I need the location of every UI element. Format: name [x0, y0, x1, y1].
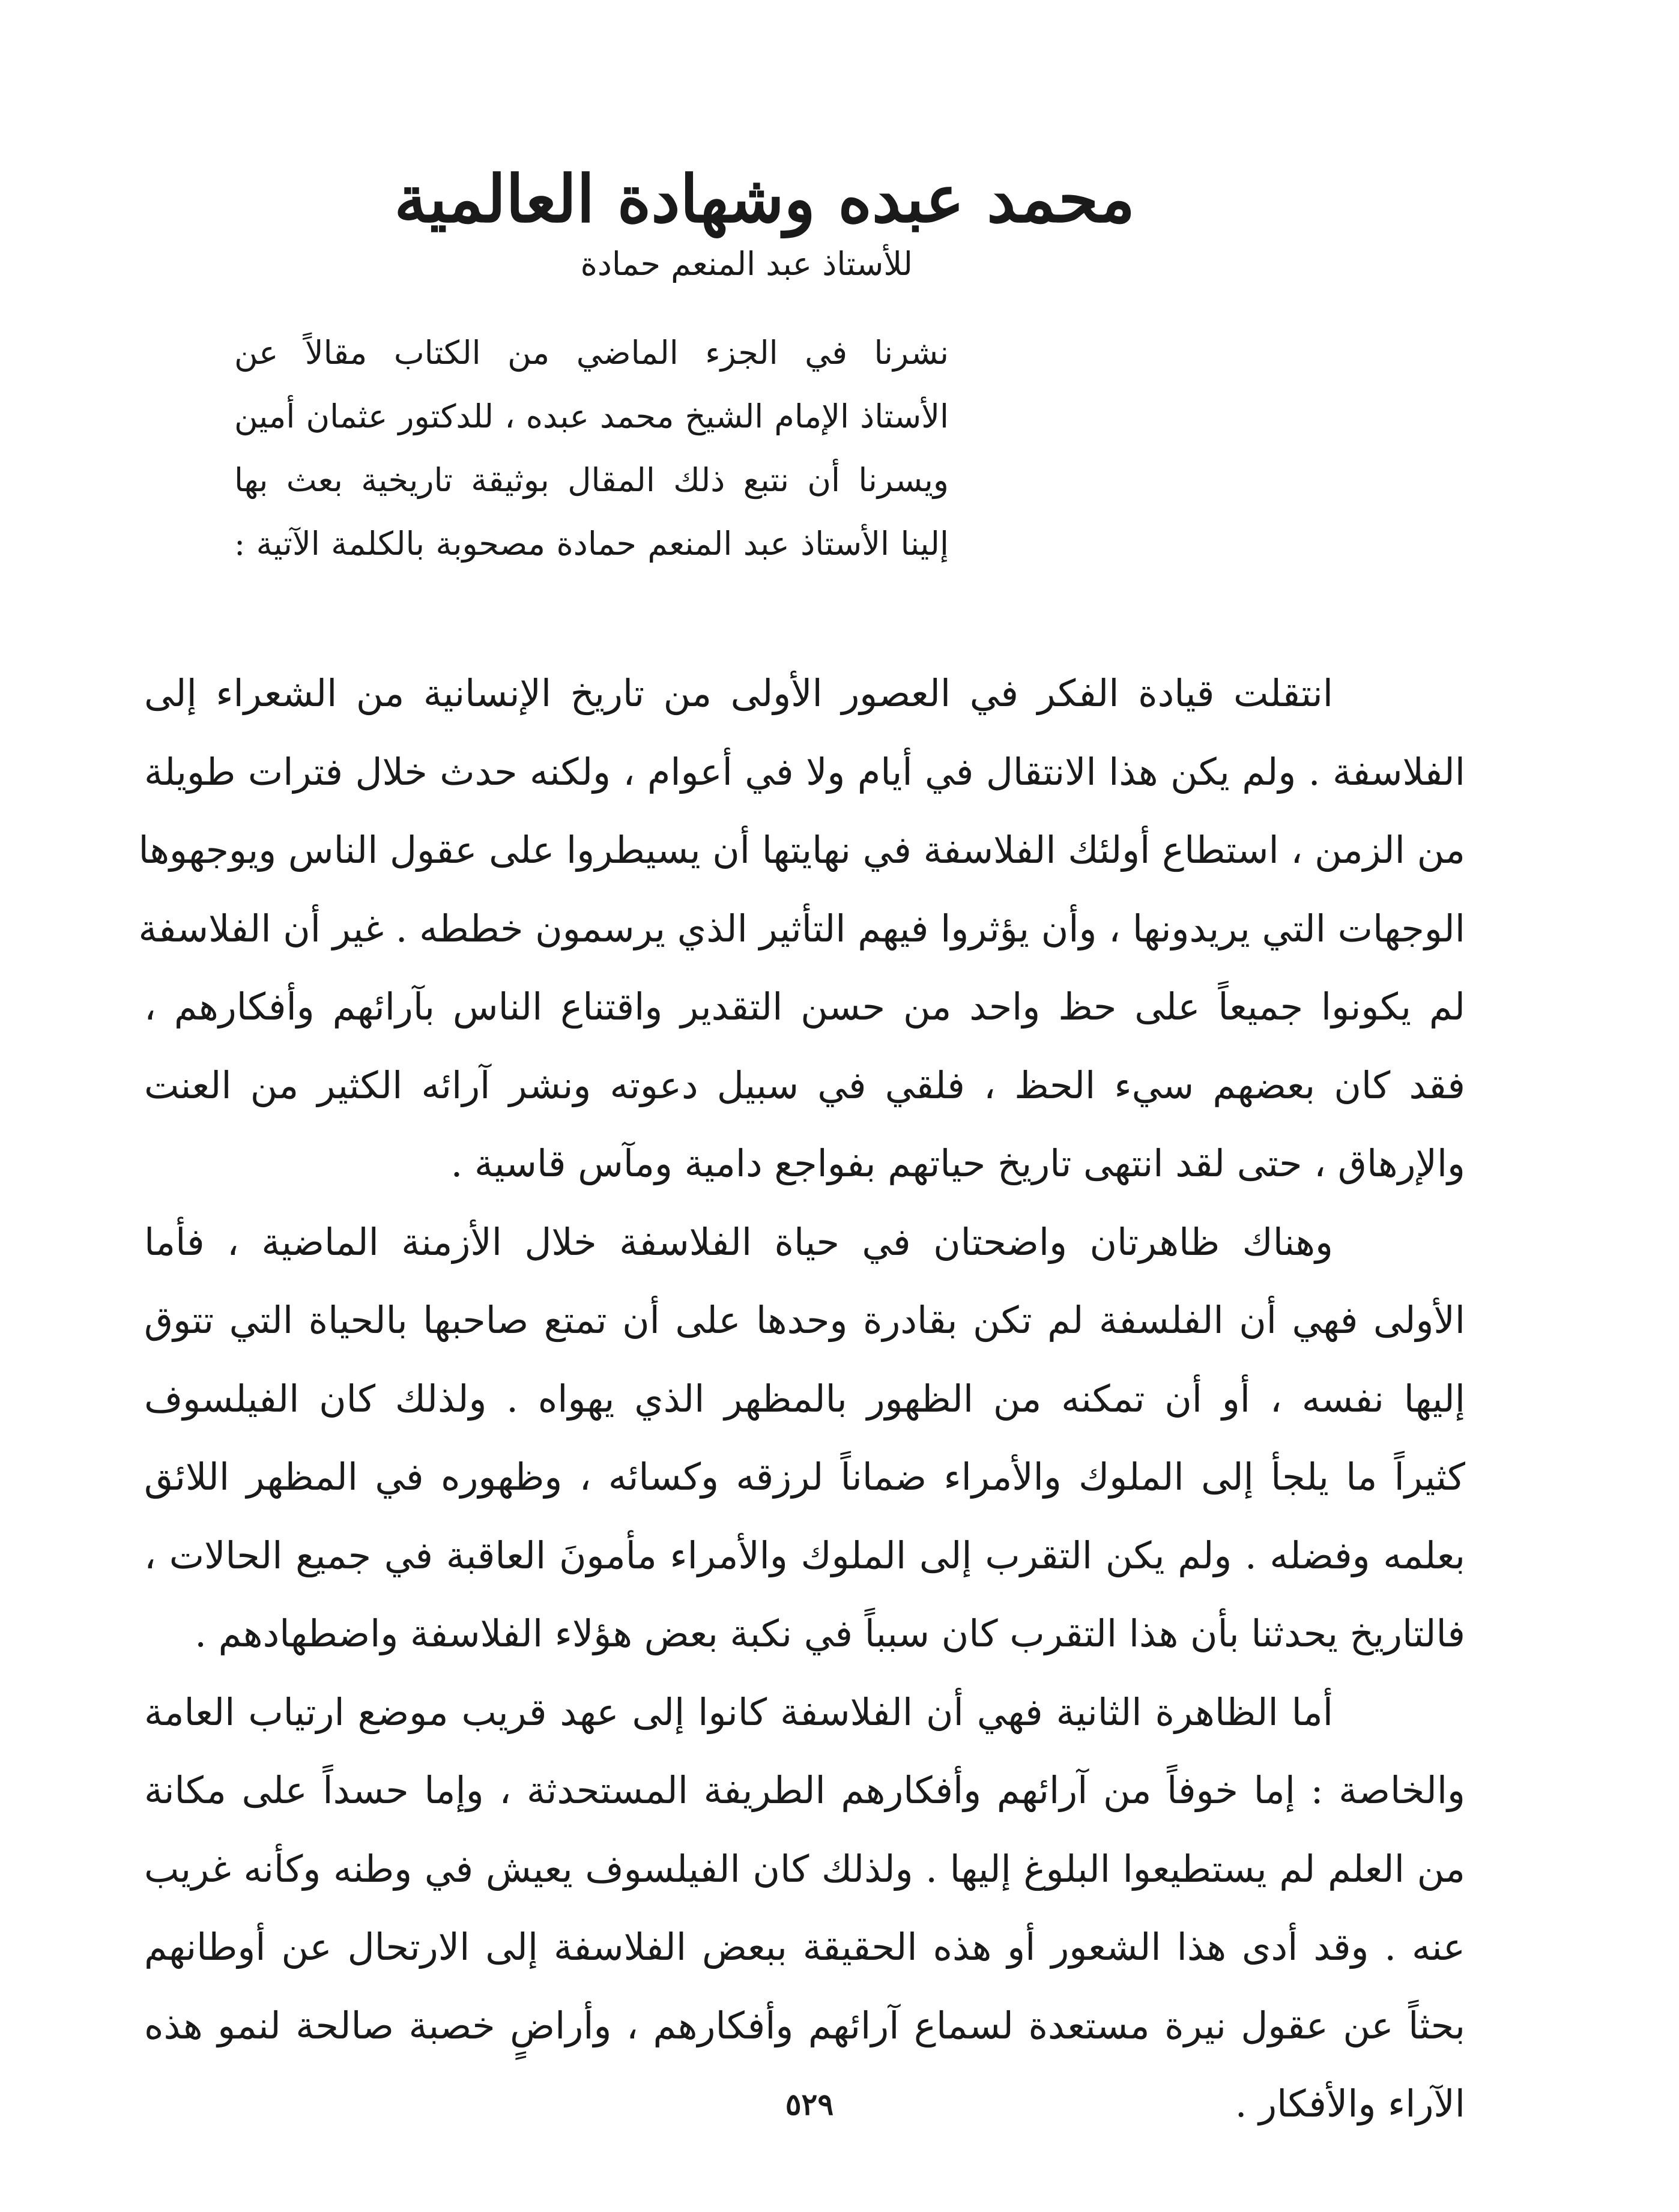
body-line: إليها نفسه ، أو أن تمكنه من الظهور بالمظهر الذي يهواه . ولذلك كان الفيلسوف: [144, 1376, 1465, 1421]
body-line: لم يكونوا جميعاً على حظ واحد من حسن التقدير واقتناع الناس بآرائهم وأفكارهم ،: [144, 985, 1465, 1029]
intro-line: نشرنا في الجزء الماضي من الكتاب مقالاً عن: [234, 334, 949, 372]
intro-line: الأستاذ الإمام الشيخ محمد عبده ، للدكتور عثمان أمين: [234, 397, 949, 435]
body-line: من الزمن ، استطاع أولئك الفلاسفة في نهايتها أن يسيطروا على عقول الناس ويوجهوها: [138, 828, 1465, 872]
body-line: عنه . وقد أدى هذا الشعور أو هذه الحقيقة ببعض الفلاسفة إلى الارتحال عن أوطانهم: [144, 1925, 1465, 1969]
intro-line: ويسرنا أن نتبع ذلك المقال بوثيقة تاريخية بعث بها: [234, 461, 949, 499]
body-line: فقد كان بعضهم سيء الحظ ، فلقي في سبيل دعوته ونشر آرائه الكثير من العنت: [144, 1063, 1465, 1107]
body-line: بحثاً عن عقول نيرة مستعدة لسماع آرائهم وأفكارهم ، وأراضٍ خصبة صالحة لنمو هذه: [144, 2003, 1465, 2047]
body-line: الآراء والأفكار .: [1235, 2082, 1465, 2126]
body-line: والإرهاق ، حتى لقد انتهى تاريخ حياتهم بفواجع دامية ومآس قاسية .: [450, 1141, 1465, 1185]
body-line: والخاصة : إما خوفاً من آرائهم وأفكارهم الطريفة المستحدثة ، وإما حسداً على مكانة: [144, 1768, 1465, 1812]
article-body: [138, 654, 1465, 2144]
page-number: ٥٢٩: [785, 2087, 834, 2122]
body-line: انتقلت قيادة الفكر في العصور الأولى من تاريخ الإنسانية من الشعراء إلى: [144, 671, 1333, 715]
body-line: أما الظاهرة الثانية فهي أن الفلاسفة كانوا إلى عهد قريب موضع ارتياب العامة: [144, 1690, 1333, 1734]
author-byline: للأستاذ عبد المنعم حمادة: [580, 245, 913, 283]
body-line: الوجهات التي يريدونها ، وأن يؤثروا فيهم التأثير الذي يرسمون خططه . غير أن الفلاسفة: [138, 906, 1465, 950]
body-line: من العلم لم يستطيعوا البلوغ إليها . ولذلك كان الفيلسوف يعيش في وطنه وكأنه غريب: [144, 1846, 1465, 1891]
body-line: بعلمه وفضله . ولم يكن التقرب إلى الملوك والأمراء مأمونَ العاقبة في جميع الحالات ،: [144, 1533, 1465, 1577]
body-line: فالتاريخ يحدثنا بأن هذا التقرب كان سبباً في نكبة بعض هؤلاء الفلاسفة واضطهادهم .: [195, 1612, 1465, 1655]
body-line: وهناك ظاهرتان واضحتان في حياة الفلاسفة خلال الأزمنة الماضية ، فأما: [144, 1219, 1333, 1264]
body-line: الفلاسفة . ولم يكن هذا الانتقال في أيام ولا في أعوام ، ولكنه حدث خلال فترات طويلة: [144, 749, 1465, 794]
body-line: كثيراً ما يلجأ إلى الملوك والأمراء ضماناً لرزقه وكسائه ، وظهوره في المظهر اللائق: [144, 1455, 1465, 1499]
article-title: محمد عبده وشهادة العالمية: [394, 162, 1135, 238]
editor-intro: [234, 321, 949, 576]
intro-line: إلينا الأستاذ عبد المنعم حمادة مصحوبة بالكلمة الآتية :: [234, 525, 949, 563]
body-line: الأولى فهي أن الفلسفة لم تكن بقادرة وحدها على أن تمتع صاحبها بالحياة التي تتوق: [144, 1298, 1465, 1342]
